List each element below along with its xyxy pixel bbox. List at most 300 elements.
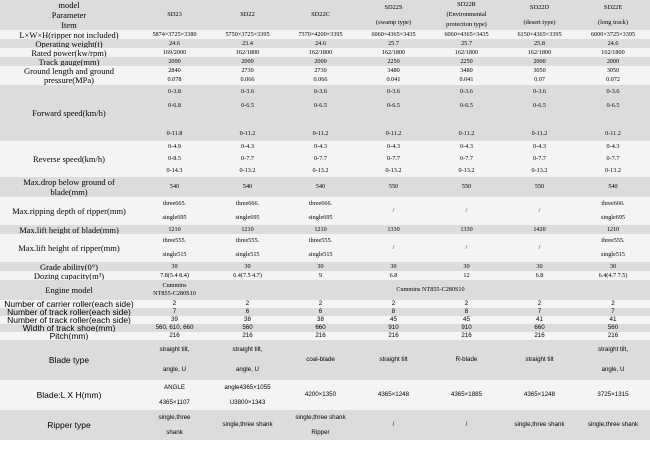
cell-line: 1420 [533,225,546,233]
cell-line: three555. [162,237,187,244]
row-label [0,340,138,380]
value-cell [430,197,503,225]
cell-lines [431,30,502,39]
engine-row [0,280,650,300]
value-cell [576,262,650,271]
cell-line: Max.lift height of blade(mm) [19,225,119,234]
cell-lines [577,197,649,225]
cell-lines [1,48,137,57]
cell-lines [431,332,502,340]
cell-lines [212,308,283,316]
cell-lines [577,85,649,141]
cell-line: straight tilt, [159,346,190,353]
cell-line: 2730 [314,66,327,74]
model-header-cell [430,0,503,30]
cell-line: Blade:L X H(mm) [36,390,102,400]
cell-lines [285,410,356,440]
cell-line: Rated power(kw/rpm) [31,48,107,57]
row-label [0,48,138,57]
model-header-cell [138,0,211,30]
cell-lines [139,262,210,271]
cell-line: SD22D [529,3,550,11]
cell-line: Dozing capacity(m³) [33,271,105,280]
value-cell [211,324,284,332]
cell-lines [504,177,575,197]
cell-lines [212,141,283,177]
value-cell [576,308,650,316]
value-cell [430,308,503,316]
cell-lines [139,271,210,280]
row-label [0,380,138,410]
value-cell [576,39,650,48]
cell-lines [577,262,649,271]
row-label [0,85,138,141]
cell-lines [139,39,210,48]
cell-line: straight tilt, [598,346,628,353]
cell-line: 0-3.8 [168,88,181,95]
cell-lines [358,57,429,66]
cell-lines [285,30,356,39]
cell-lines [212,324,283,332]
cell-line: 1210 [241,225,254,233]
spec-row [0,410,650,440]
cell-line: 6060×4365×3435 [371,30,416,38]
cell-lines [431,234,502,262]
cell-line: 1210 [606,225,620,233]
cell-line: 560 [242,324,253,331]
row-label [0,316,138,324]
cell-line: 45 [463,316,470,323]
cell-lines [504,380,575,410]
cell-lines [504,57,575,66]
cell-line: 7 [537,308,542,315]
cell-line: 0-3.6 [314,88,327,95]
cell-line: 12 [463,271,470,279]
cell-line: 0.078 [167,76,182,84]
value-cell [357,197,430,225]
cell-line: 216 [534,332,545,339]
cell-lines [212,48,283,57]
cell-line: 2000 [168,57,181,65]
value-cell [576,410,650,440]
cell-line: 216 [315,332,326,339]
cell-lines [285,141,356,177]
cell-line: 7 [611,308,615,315]
cell-lines [358,262,429,271]
cell-lines [212,39,283,48]
cell-lines [504,410,575,440]
cell-line: 39 [171,316,178,323]
value-cell [357,85,430,141]
value-cell [138,197,211,225]
cell-lines [358,141,429,177]
cell-lines [1,57,137,66]
value-cell [503,66,576,85]
cell-line: 0-4.3 [460,143,473,150]
spec-row [0,57,650,66]
cell-line: 38 [244,316,251,323]
value-cell [357,234,430,262]
spec-row [0,141,650,177]
cell-line: Max.lift height of ripper(mm) [18,243,120,253]
value-cell [138,410,211,440]
cell-line: Ground length and ground [24,66,114,76]
spec-row [0,271,650,280]
cell-line: 2250 [460,57,473,65]
value-cell [503,225,576,234]
cell-line: 216 [461,332,472,339]
cell-lines [285,225,356,234]
cell-line: 0-6.8 [168,102,181,109]
cell-lines [212,0,283,30]
cell-lines [431,380,502,410]
value-cell [430,225,503,234]
cell-lines [212,66,283,85]
cell-line: L×W×H(ripper not included) [19,30,119,39]
value-cell [576,332,650,340]
cell-lines [504,332,575,340]
row-label [0,225,138,234]
cell-line: 0-14.3 [166,167,183,174]
cell-lines [577,48,649,57]
value-cell [576,340,650,380]
cell-line: 2000 [606,57,620,65]
value-cell [430,410,503,440]
cell-line: Ripper type [47,420,91,430]
value-cell [284,316,357,324]
model-header-cell [284,0,357,30]
value-cell [357,57,430,66]
cell-line: single695 [308,214,333,221]
value-cell [357,141,430,177]
cell-lines [431,66,502,85]
cell-lines [431,410,502,440]
cell-line [285,116,356,124]
cell-line: Parameter [51,9,87,20]
cell-lines [139,282,210,298]
value-cell [357,48,430,57]
value-cell [430,66,503,85]
cell-lines [1,316,137,324]
value-cell [138,141,211,177]
cell-line: 216 [607,332,619,339]
cell-line: three555. [601,237,625,244]
cell-line: 1330 [460,225,473,233]
cell-line: Grade ability(0°) [40,262,98,271]
cell-lines [1,0,137,30]
cell-lines [285,234,356,262]
cell-line: 910 [461,324,472,331]
value-cell [284,177,357,197]
cell-line: 0.07 [534,76,545,84]
cell-line: NT855-C280S10 [153,290,196,297]
value-cell [211,380,284,410]
value-cell [503,85,576,141]
cell-lines [139,410,210,440]
cell-lines [212,262,283,271]
cell-lines [139,141,210,177]
cell-lines [431,0,502,30]
cell-lines [358,39,429,48]
cell-lines [1,332,137,340]
cell-line: 1210 [168,225,181,233]
value-cell [503,308,576,316]
cell-line: SD23 [167,11,182,18]
value-cell [138,177,211,197]
value-cell [503,234,576,262]
cell-line: three666. [308,200,333,207]
cell-lines [139,340,210,380]
cell-lines [285,197,356,225]
value-cell [138,225,211,234]
cell-lines [358,332,429,340]
value-cell [503,48,576,57]
cell-line: 216 [388,332,399,339]
cell-lines [431,300,502,308]
value-cell [357,300,430,308]
spec-row [0,308,650,316]
value-cell [357,262,430,271]
cell-lines [577,30,649,39]
cell-line: 2000 [241,57,254,65]
cell-line: 540 [169,183,180,190]
cell-line: 2840 [168,66,181,74]
cell-lines [358,324,429,332]
cell-line: 38 [317,316,324,323]
spec-row [0,300,650,308]
model-header-cell [211,0,284,30]
cell-lines [285,340,356,380]
cell-line [431,116,502,124]
cell-lines [1,262,137,271]
cell-lines [1,197,137,225]
cell-line: 660 [315,324,326,331]
cell-lines [358,380,429,410]
value-cell [430,340,503,380]
cell-line: 4365×1248 [377,391,410,398]
cell-line: 9 [318,271,323,279]
value-cell [357,308,430,316]
cell-line: 0.041 [459,76,474,84]
value-cell [357,177,430,197]
cell-line: 2250 [387,57,400,65]
cell-line: 6060×4365×3435 [444,30,489,38]
cell-line: Operating weight(t) [35,39,103,48]
value-cell [576,380,650,410]
cell-line: 23.4 [242,39,253,47]
cell-lines [577,66,649,85]
cell-line: 0.072 [606,76,620,84]
cell-line: / [392,207,395,214]
cell-line: 2000 [533,57,546,65]
cell-line: angle, U [235,366,260,373]
cell-lines [285,39,356,48]
cell-line: single,three shank [222,421,273,428]
row-label [0,197,138,225]
cell-lines [431,48,502,57]
cell-line: 540 [315,183,326,190]
cell-lines [431,271,502,280]
cell-lines [577,141,649,177]
cell-line: 0-3.6 [387,88,400,95]
cell-lines [139,300,210,308]
cell-line: (swamp type) [376,18,411,26]
cell-line: 30 [463,262,470,270]
cell-line: 0-7.7 [387,155,400,162]
cell-lines [212,340,283,380]
cell-lines [577,57,649,66]
cell-line: 3725×1315 [597,391,629,398]
cell-lines [577,332,649,340]
cell-line: SD22C [311,11,330,18]
cell-lines [139,308,210,316]
cell-line: 24.6 [315,39,326,47]
cell-line: 25.7 [461,39,472,47]
cell-lines [504,308,575,316]
cell-line: 216 [169,332,180,339]
spec-row [0,340,650,380]
value-cell [284,66,357,85]
cell-lines [139,197,210,225]
value-cell [430,271,503,280]
cell-line [358,116,429,124]
cell-line: 6.4(7.5 4.7) [233,271,262,279]
cell-line: pressure(MPa) [43,75,95,85]
cell-line: SD22S [384,3,403,11]
value-cell [430,39,503,48]
value-cell [138,262,211,271]
value-cell [284,225,357,234]
cell-line: 2 [318,300,323,307]
value-cell [357,324,430,332]
cell-line: 0-3.6 [460,88,473,95]
row-label [0,66,138,85]
value-cell [430,332,503,340]
row-label [0,30,138,39]
cell-line: 5874×3725×3380 [152,30,197,38]
value-cell [576,30,650,39]
value-cell [576,324,650,332]
value-cell [357,225,430,234]
cell-line: 5750×3725×3395 [225,30,270,38]
value-cell [284,197,357,225]
cell-line: 8 [391,308,396,315]
row-label [0,271,138,280]
cell-lines [139,48,210,57]
row-label [0,300,138,308]
cell-line: 0-7.7 [533,155,546,162]
cell-lines [1,177,137,197]
cell-lines [212,410,283,440]
cell-lines [285,316,356,324]
cell-line: 24.6 [607,39,619,47]
cell-line: 0-4.3 [387,143,400,150]
value-cell [576,197,650,225]
value-cell [138,85,211,141]
cell-line: Cummins [162,282,187,289]
value-cell [284,332,357,340]
spec-row [0,380,650,410]
value-cell [430,234,503,262]
cell-lines [358,300,429,308]
cell-line: 0-3.6 [606,88,620,95]
cell-lines [504,66,575,85]
value-cell [357,66,430,85]
cell-line: 0-11.2 [312,130,329,137]
spec-row [0,177,650,197]
value-cell [284,234,357,262]
cell-lines [139,380,210,410]
cell-line: U3800×1343 [229,398,266,406]
cell-line: 2 [611,300,615,307]
cell-line [577,116,649,124]
value-cell [357,340,430,380]
cell-lines [358,271,429,280]
cell-line: single695 [235,214,260,221]
cell-lines [212,225,283,234]
value-cell [284,141,357,177]
cell-lines [139,57,210,66]
cell-lines [504,225,575,234]
cell-line: angle, U [601,366,625,373]
cell-lines [139,85,210,141]
spec-row [0,225,650,234]
cell-lines [1,308,137,316]
cell-lines [285,300,356,308]
value-cell [211,308,284,316]
cell-lines [212,197,283,225]
cell-line: 4365×1248 [523,391,556,398]
cell-line: 560, 610, 660 [155,324,194,331]
cell-line: 41 [536,316,543,323]
cell-line: 6 [318,308,323,315]
cell-lines [358,30,429,39]
cell-lines [212,85,283,141]
cell-line: 550 [461,183,472,190]
cell-line: 2730 [241,66,254,74]
cell-lines [139,234,210,262]
value-cell [503,271,576,280]
cell-line: Pitch(mm) [49,332,89,340]
cell-lines [504,234,575,262]
cell-lines [212,271,283,280]
cell-line: 2 [172,300,177,307]
model-header-cell [503,0,576,30]
cell-lines [1,324,137,332]
cell-line: 0-6.5 [533,102,546,109]
cell-line: 6.8 [389,271,398,279]
cell-line: 2 [537,300,542,307]
value-cell [576,234,650,262]
spec-row [0,262,650,271]
cell-lines [358,308,429,316]
cell-lines [212,316,283,324]
cell-line: single695 [162,214,187,221]
cell-lines [358,197,429,225]
value-cell [430,177,503,197]
cell-line: Number of track roller(each side) [7,308,131,316]
value-cell [576,300,650,308]
cell-line: 560 [607,324,619,331]
value-cell [211,30,284,39]
value-cell [503,177,576,197]
value-cell [430,380,503,410]
value-cell [503,30,576,39]
cell-lines [358,0,429,30]
cell-line: 162/1800 [601,48,625,56]
cell-lines [504,271,575,280]
cell-lines [212,30,283,39]
